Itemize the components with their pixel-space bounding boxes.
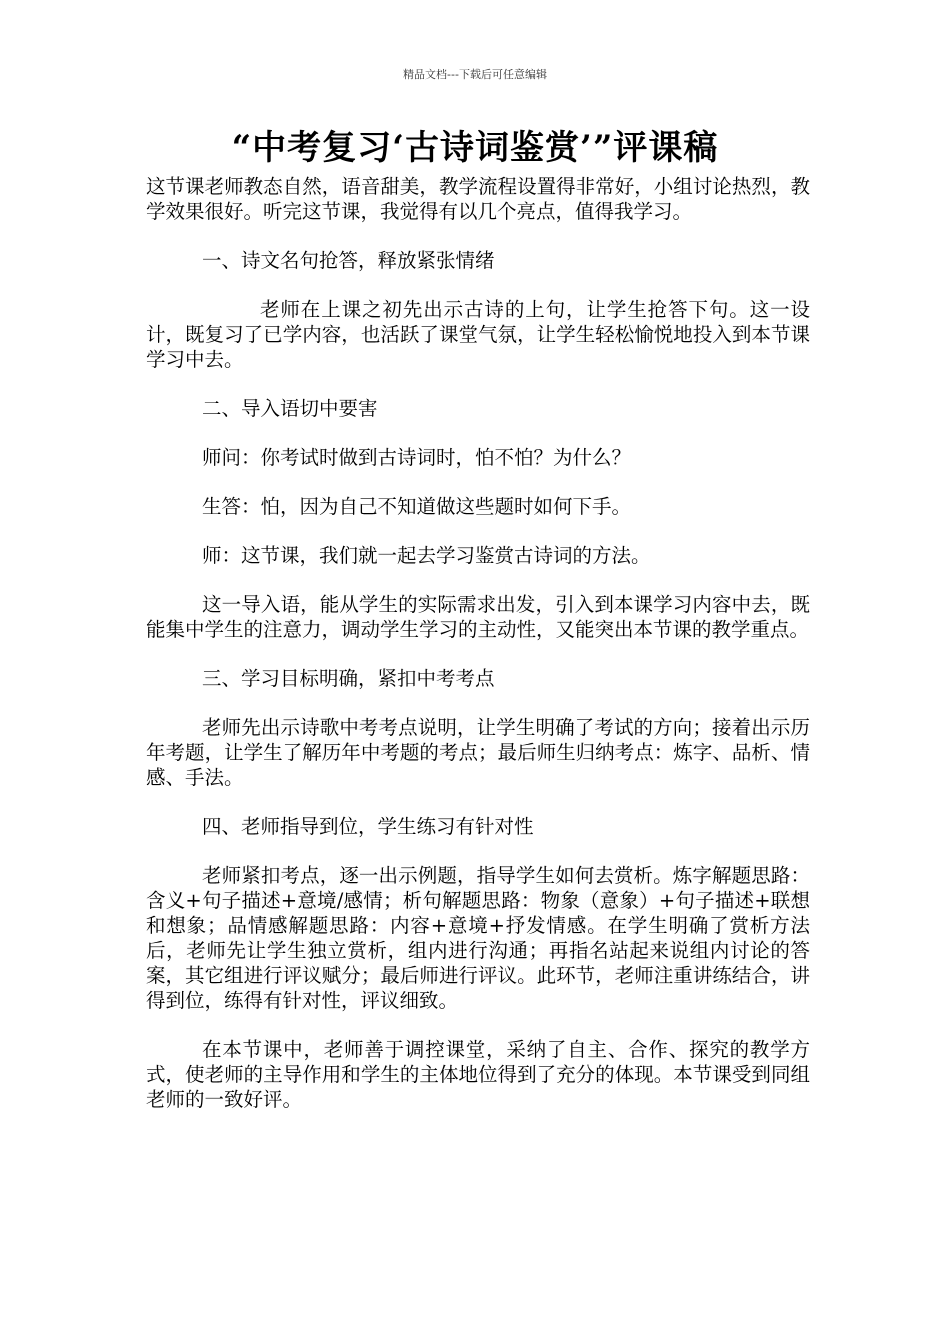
section-heading-2: 二、导入语切中要害: [202, 397, 378, 420]
dialogue-line: 师问：你考试时做到古诗词时，怕不怕？为什么？: [202, 446, 632, 469]
document-body: [146, 174, 810, 1136]
body-paragraph: 老师先出示诗歌中考考点说明，让学生明确了考试的方向；接着出示历年考题，让学生了解历年中考题的考点；最后师生归纳考点：炼字、品析、情感、手法。: [146, 716, 810, 789]
section-heading-4: 四、老师指导到位，学生练习有针对性: [202, 815, 534, 838]
header-note: 精品文档---下载后可任意编辑: [403, 68, 547, 81]
intro-paragraph: 这节课老师教态自然，语音甜美，教学流程设置得非常好，小组讨论热烈，教学效果很好。听完这节课，我觉得有以几个亮点，值得我学习。: [146, 175, 810, 223]
body-paragraph: 老师在上课之初先出示古诗的上句，让学生抢答下句。这一设计，既复习了已学内容，也活跃了课堂气氛，让学生轻松愉悦地投入到本节课学习中去。: [146, 298, 810, 371]
body-paragraph: 老师紧扣考点，逐一出示例题，指导学生如何去赏析。炼字解题思路：含义+句子描述+意境/感情；析句解题思路：物象（意象）+句子描述+联想和想象；品情感解题思路：内容+意境+抒发情感。在学生明确了赏析方法后，老师先让学生独立赏析，组内进行沟通；再指名站起来说组内讨论的答案，其它组进行评议赋分；最后师进行评议。此环节，老师注重讲练结合，讲得到位，练得有针对性，评议细致。: [146, 864, 810, 1012]
dialogue-line: 师：这节课，我们就一起去学习鉴赏古诗词的方法。: [202, 544, 651, 567]
section-heading-3: 三、学习目标明确，紧扣中考考点: [202, 667, 495, 690]
closing-paragraph: 在本节课中，老师善于调控课堂，采纳了自主、合作、探究的教学方式，使老师的主导作用和学生的主体地位得到了充分的体现。本节课受到同组老师的一致好评。: [146, 1038, 810, 1111]
dialogue-line: 生答：怕，因为自己不知道做这些题时如何下手。: [202, 495, 632, 518]
document-title: “中考复习‘古诗词鉴赏’”评课稿: [231, 128, 719, 168]
body-paragraph: 这一导入语，能从学生的实际需求出发，引入到本课学习内容中去，既能集中学生的注意力，调动学生学习的主动性，又能突出本节课的教学重点。: [146, 593, 810, 641]
section-heading-1: 一、诗文名句抢答，释放紧张情绪: [202, 249, 495, 272]
